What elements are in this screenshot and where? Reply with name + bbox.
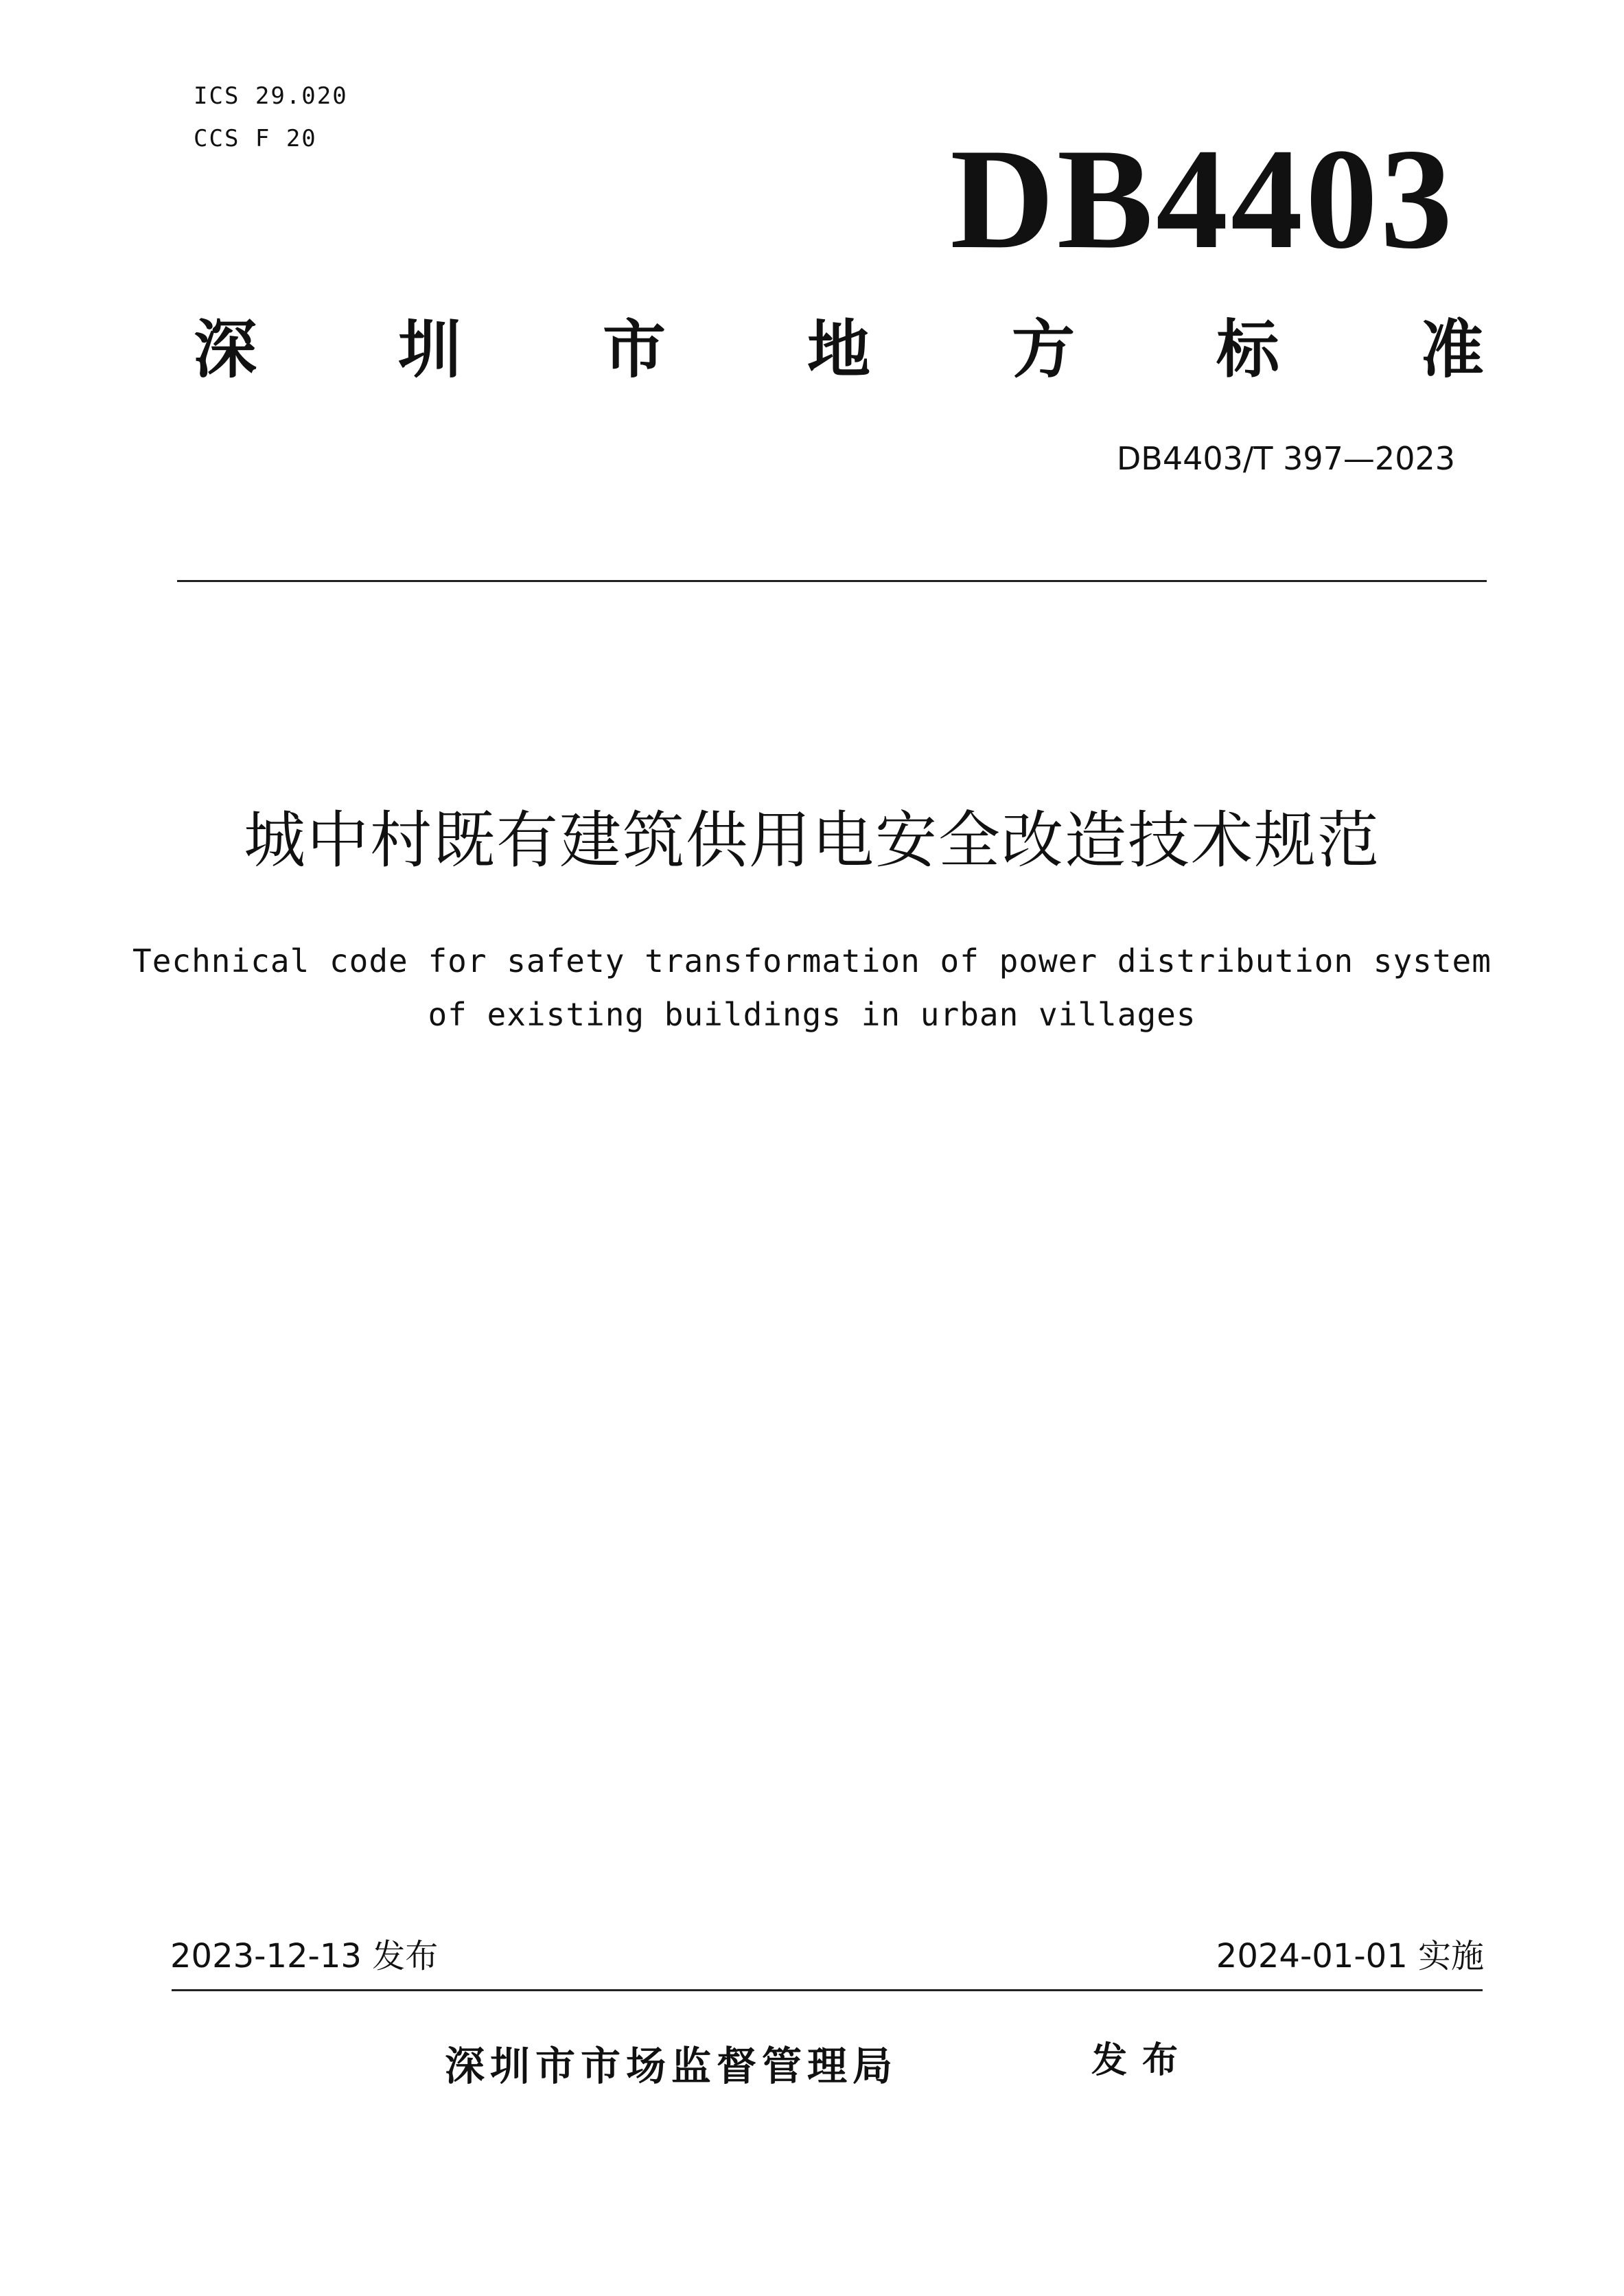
standard-number: DB4403/T 397—2023 <box>1116 440 1455 477</box>
title-english-line-1: Technical code for safety transformation of power distribution system <box>132 942 1492 979</box>
standard-type-char: 准 <box>1420 313 1484 386</box>
bottom-divider <box>172 1989 1483 1991</box>
standard-type-char: 方 <box>1011 313 1075 386</box>
ics-code: ICS 29.020 <box>194 82 348 110</box>
standard-type-char: 市 <box>602 313 666 386</box>
standard-type-char: 地 <box>807 313 870 386</box>
title-english-line-2: of existing buildings in urban villages <box>428 996 1196 1033</box>
title-chinese: 城中村既有建筑供用电安全改造技术规范 <box>244 804 1380 877</box>
top-divider <box>177 580 1487 582</box>
standard-type-heading <box>194 312 1484 388</box>
standard-type-char: 深 <box>194 313 257 386</box>
standard-logo: DB4403 <box>950 119 1455 279</box>
implementation-date: 2024-01-01 实施 <box>1216 1937 1484 1975</box>
issue-date: 2023-12-13 发布 <box>170 1937 439 1975</box>
standard-type-char: 标 <box>1216 313 1279 386</box>
publisher-name: 深圳市市场监督管理局 <box>445 2043 898 2089</box>
ccs-code: CCS F 20 <box>194 125 317 152</box>
standard-type-char: 圳 <box>397 313 461 386</box>
publish-label: 发布 <box>1091 2040 1194 2081</box>
